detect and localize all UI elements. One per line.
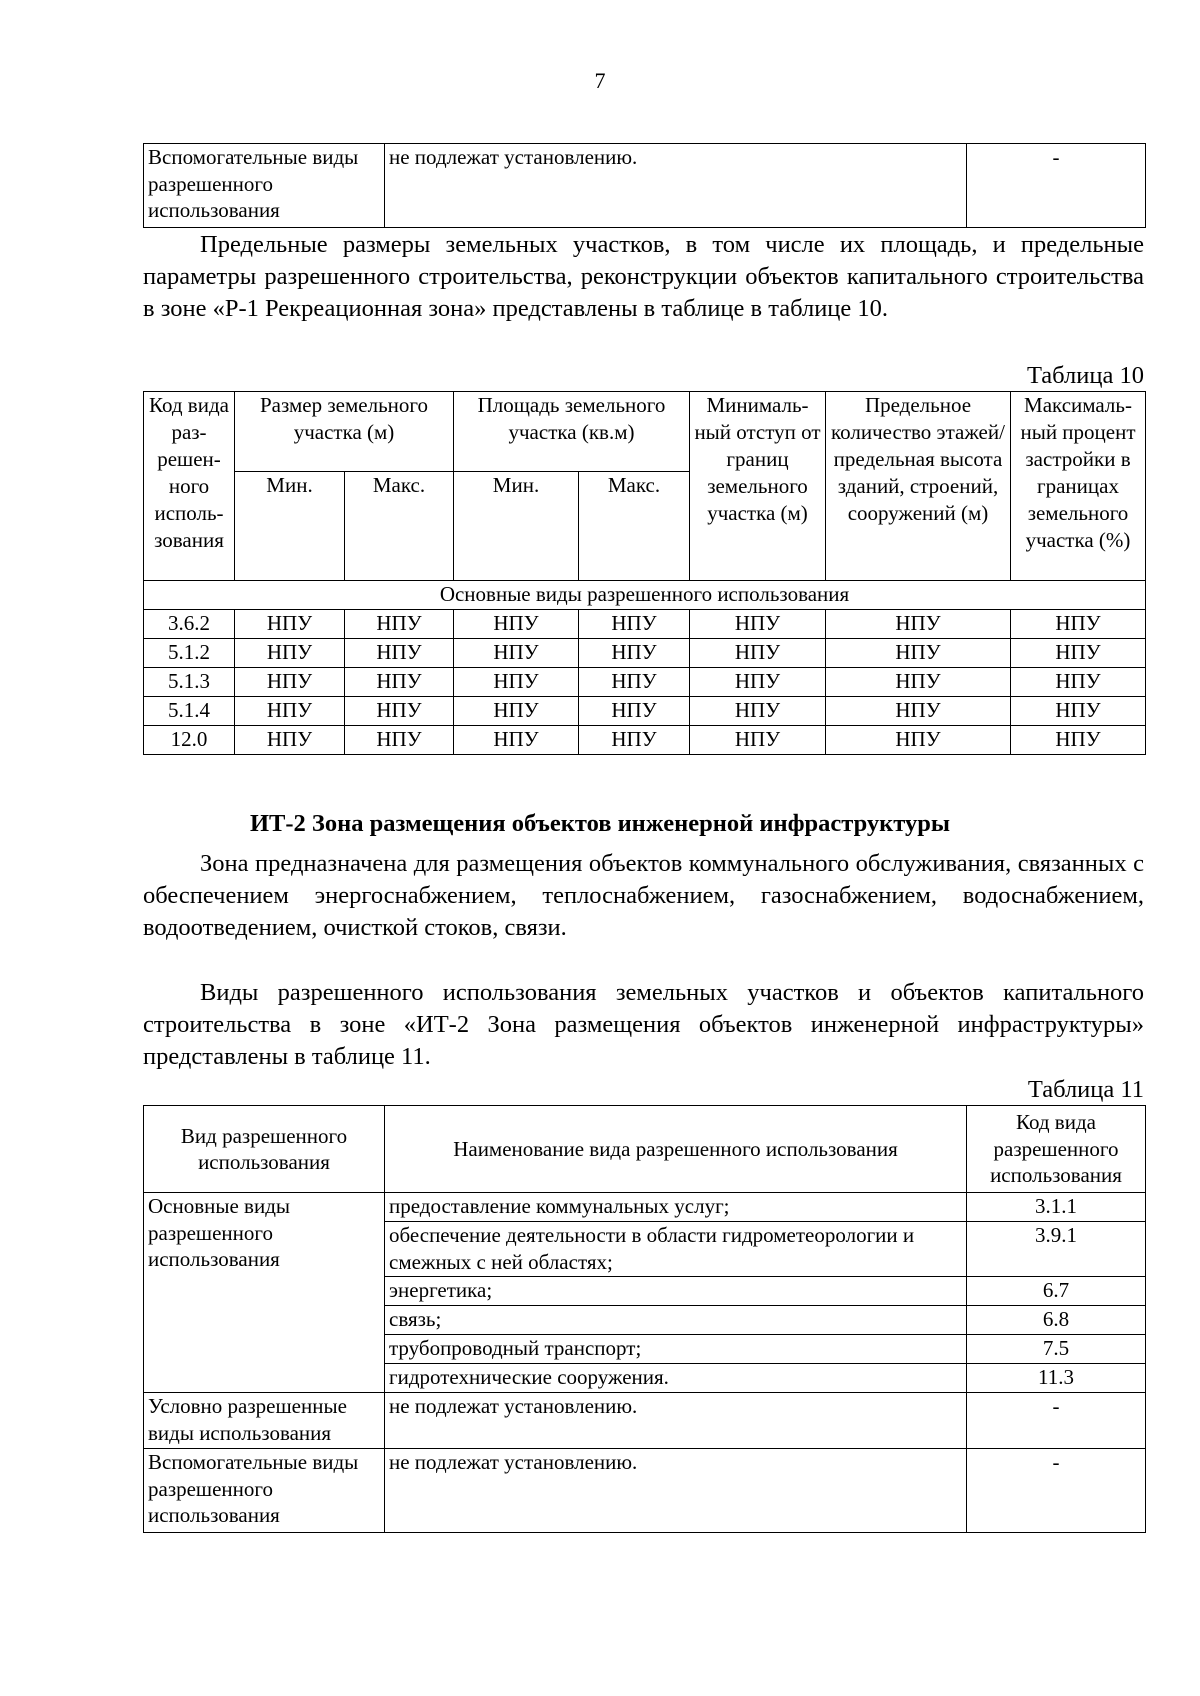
code-cell: - (967, 1449, 1146, 1533)
code-cell: 3.1.1 (967, 1193, 1146, 1222)
value-cell: НПУ (345, 639, 454, 668)
code-cell: 5.1.4 (144, 697, 235, 726)
name-cell: обеспечение деятельности в области гидрометеорологии и смежных с ней областях; (385, 1222, 967, 1277)
code-cell: 5.1.3 (144, 668, 235, 697)
header-size: Размер земельного участка (м) (235, 392, 454, 472)
value-cell: НПУ (454, 668, 579, 697)
name-cell: связь; (385, 1306, 967, 1335)
code-cell: 5.1.2 (144, 639, 235, 668)
code-cell: - (967, 1393, 1146, 1449)
value-cell: НПУ (1011, 697, 1146, 726)
code-cell: 11.3 (967, 1364, 1146, 1393)
value-cell: НПУ (345, 726, 454, 755)
type-cell-main: Основные виды разрешенного использования (144, 1193, 385, 1393)
name-cell: трубопроводный транспорт; (385, 1335, 967, 1364)
table-row (144, 144, 1146, 228)
header-area-min: Мин. (454, 472, 579, 581)
value-cell: НПУ (579, 668, 690, 697)
value-cell: НПУ (690, 726, 826, 755)
header-area: Площадь земельного участка (кв.м) (454, 392, 690, 472)
code-cell: - (967, 144, 1146, 228)
table-row (144, 1393, 1146, 1449)
top-table (143, 143, 1146, 228)
value-cell: НПУ (235, 610, 345, 639)
code-cell: 6.8 (967, 1306, 1146, 1335)
value-cell: НПУ (235, 639, 345, 668)
table-row (144, 610, 1146, 639)
value-cell: НПУ (826, 697, 1011, 726)
header-type: Вид разрешенного использования (144, 1106, 385, 1193)
header-floors: Предельное количество этажей/ предельная высота зданий, строений, сооружений (м) (826, 392, 1011, 581)
section-heading: ИТ-2 Зона размещения объектов инженерной инфраструктуры (249, 810, 950, 837)
value-cell: НПУ (454, 639, 579, 668)
value-cell: НПУ (235, 726, 345, 755)
value-cell: НПУ (690, 668, 826, 697)
code-cell: 12.0 (144, 726, 235, 755)
table-row (144, 726, 1146, 755)
name-cell: не подлежат установлению. (385, 144, 967, 228)
name-cell: энергетика; (385, 1277, 967, 1306)
table-row (144, 1193, 1146, 1222)
name-cell: не подлежат установлению. (385, 1393, 967, 1449)
name-cell: предоставление коммунальных услуг; (385, 1193, 967, 1222)
name-cell: не подлежат установлению. (385, 1449, 967, 1533)
paragraph-zone-uses: Виды разрешенного использования земельных участков и объектов капитального строительства в зоне «ИТ-2 Зона размещения объектов инженерной инфраструктуры» представлены в таблице 11. (143, 979, 1144, 1070)
value-cell: НПУ (345, 697, 454, 726)
value-cell: НПУ (579, 610, 690, 639)
value-cell: НПУ (1011, 726, 1146, 755)
header-area-max: Макс. (579, 472, 690, 581)
value-cell: НПУ (454, 697, 579, 726)
header-size-min: Мин. (235, 472, 345, 581)
value-cell: НПУ (579, 726, 690, 755)
value-cell: НПУ (454, 726, 579, 755)
paragraph-zone-purpose: Зона предназначена для размещения объектов коммунального обслуживания, связанных с обеспечением энергоснабжением, теплоснабжением, газоснабжением, водоснабжением, водоотведением, очисткой стоков, связи. (143, 850, 1144, 941)
code-cell: 6.7 (967, 1277, 1146, 1306)
value-cell: НПУ (826, 726, 1011, 755)
value-cell: НПУ (826, 639, 1011, 668)
table-row (144, 1449, 1146, 1533)
type-cell-auxiliary: Вспомогательные виды разрешенного использования (144, 1449, 385, 1533)
value-cell: НПУ (690, 697, 826, 726)
value-cell: НПУ (1011, 610, 1146, 639)
type-cell: Вспомогательные виды разрешенного использования (144, 144, 385, 228)
value-cell: НПУ (579, 639, 690, 668)
page-number: 7 (594, 68, 606, 93)
header-code: Код вида разрешенного использования (967, 1106, 1146, 1193)
value-cell: НПУ (826, 610, 1011, 639)
value-cell: НПУ (345, 668, 454, 697)
value-cell: НПУ (345, 610, 454, 639)
header-name: Наименование вида разрешенного использования (385, 1106, 967, 1193)
value-cell: НПУ (1011, 668, 1146, 697)
value-cell: НПУ (235, 668, 345, 697)
header-code: Код вида раз-решен-ного исполь-зования (144, 392, 235, 581)
name-cell: гидротехнические сооружения. (385, 1364, 967, 1393)
table-row (144, 668, 1146, 697)
header-coverage: Максималь-ный процент застройки в границах земельного участка (%) (1011, 392, 1146, 581)
value-cell: НПУ (1011, 639, 1146, 668)
value-cell: НПУ (579, 697, 690, 726)
value-cell: НПУ (690, 610, 826, 639)
type-cell-conditional: Условно разрешенные виды использования (144, 1393, 385, 1449)
code-cell: 7.5 (967, 1335, 1146, 1364)
section-row: Основные виды разрешенного использования (144, 581, 1146, 610)
table-row (144, 697, 1146, 726)
table-11 (143, 1105, 1146, 1533)
code-cell: 3.9.1 (967, 1222, 1146, 1277)
paragraph-limits: Предельные размеры земельных участков, в том числе их площадь, и предельные параметры разрешенного строительства, реконструкции объектов капитального строительства в зоне «Р-1 Рекреационная зона» представлены в таблице в таблице 10. (143, 231, 1144, 322)
value-cell: НПУ (690, 639, 826, 668)
table11-caption: Таблица 11 (1027, 1076, 1144, 1103)
header-size-max: Макс. (345, 472, 454, 581)
table10-caption: Таблица 10 (1026, 362, 1144, 389)
value-cell: НПУ (235, 697, 345, 726)
header-setback: Минималь-ный отступ от границ земельного участка (м) (690, 392, 826, 581)
value-cell: НПУ (826, 668, 1011, 697)
code-cell: 3.6.2 (144, 610, 235, 639)
table-row (144, 639, 1146, 668)
table-10 (143, 391, 1146, 755)
value-cell: НПУ (454, 610, 579, 639)
